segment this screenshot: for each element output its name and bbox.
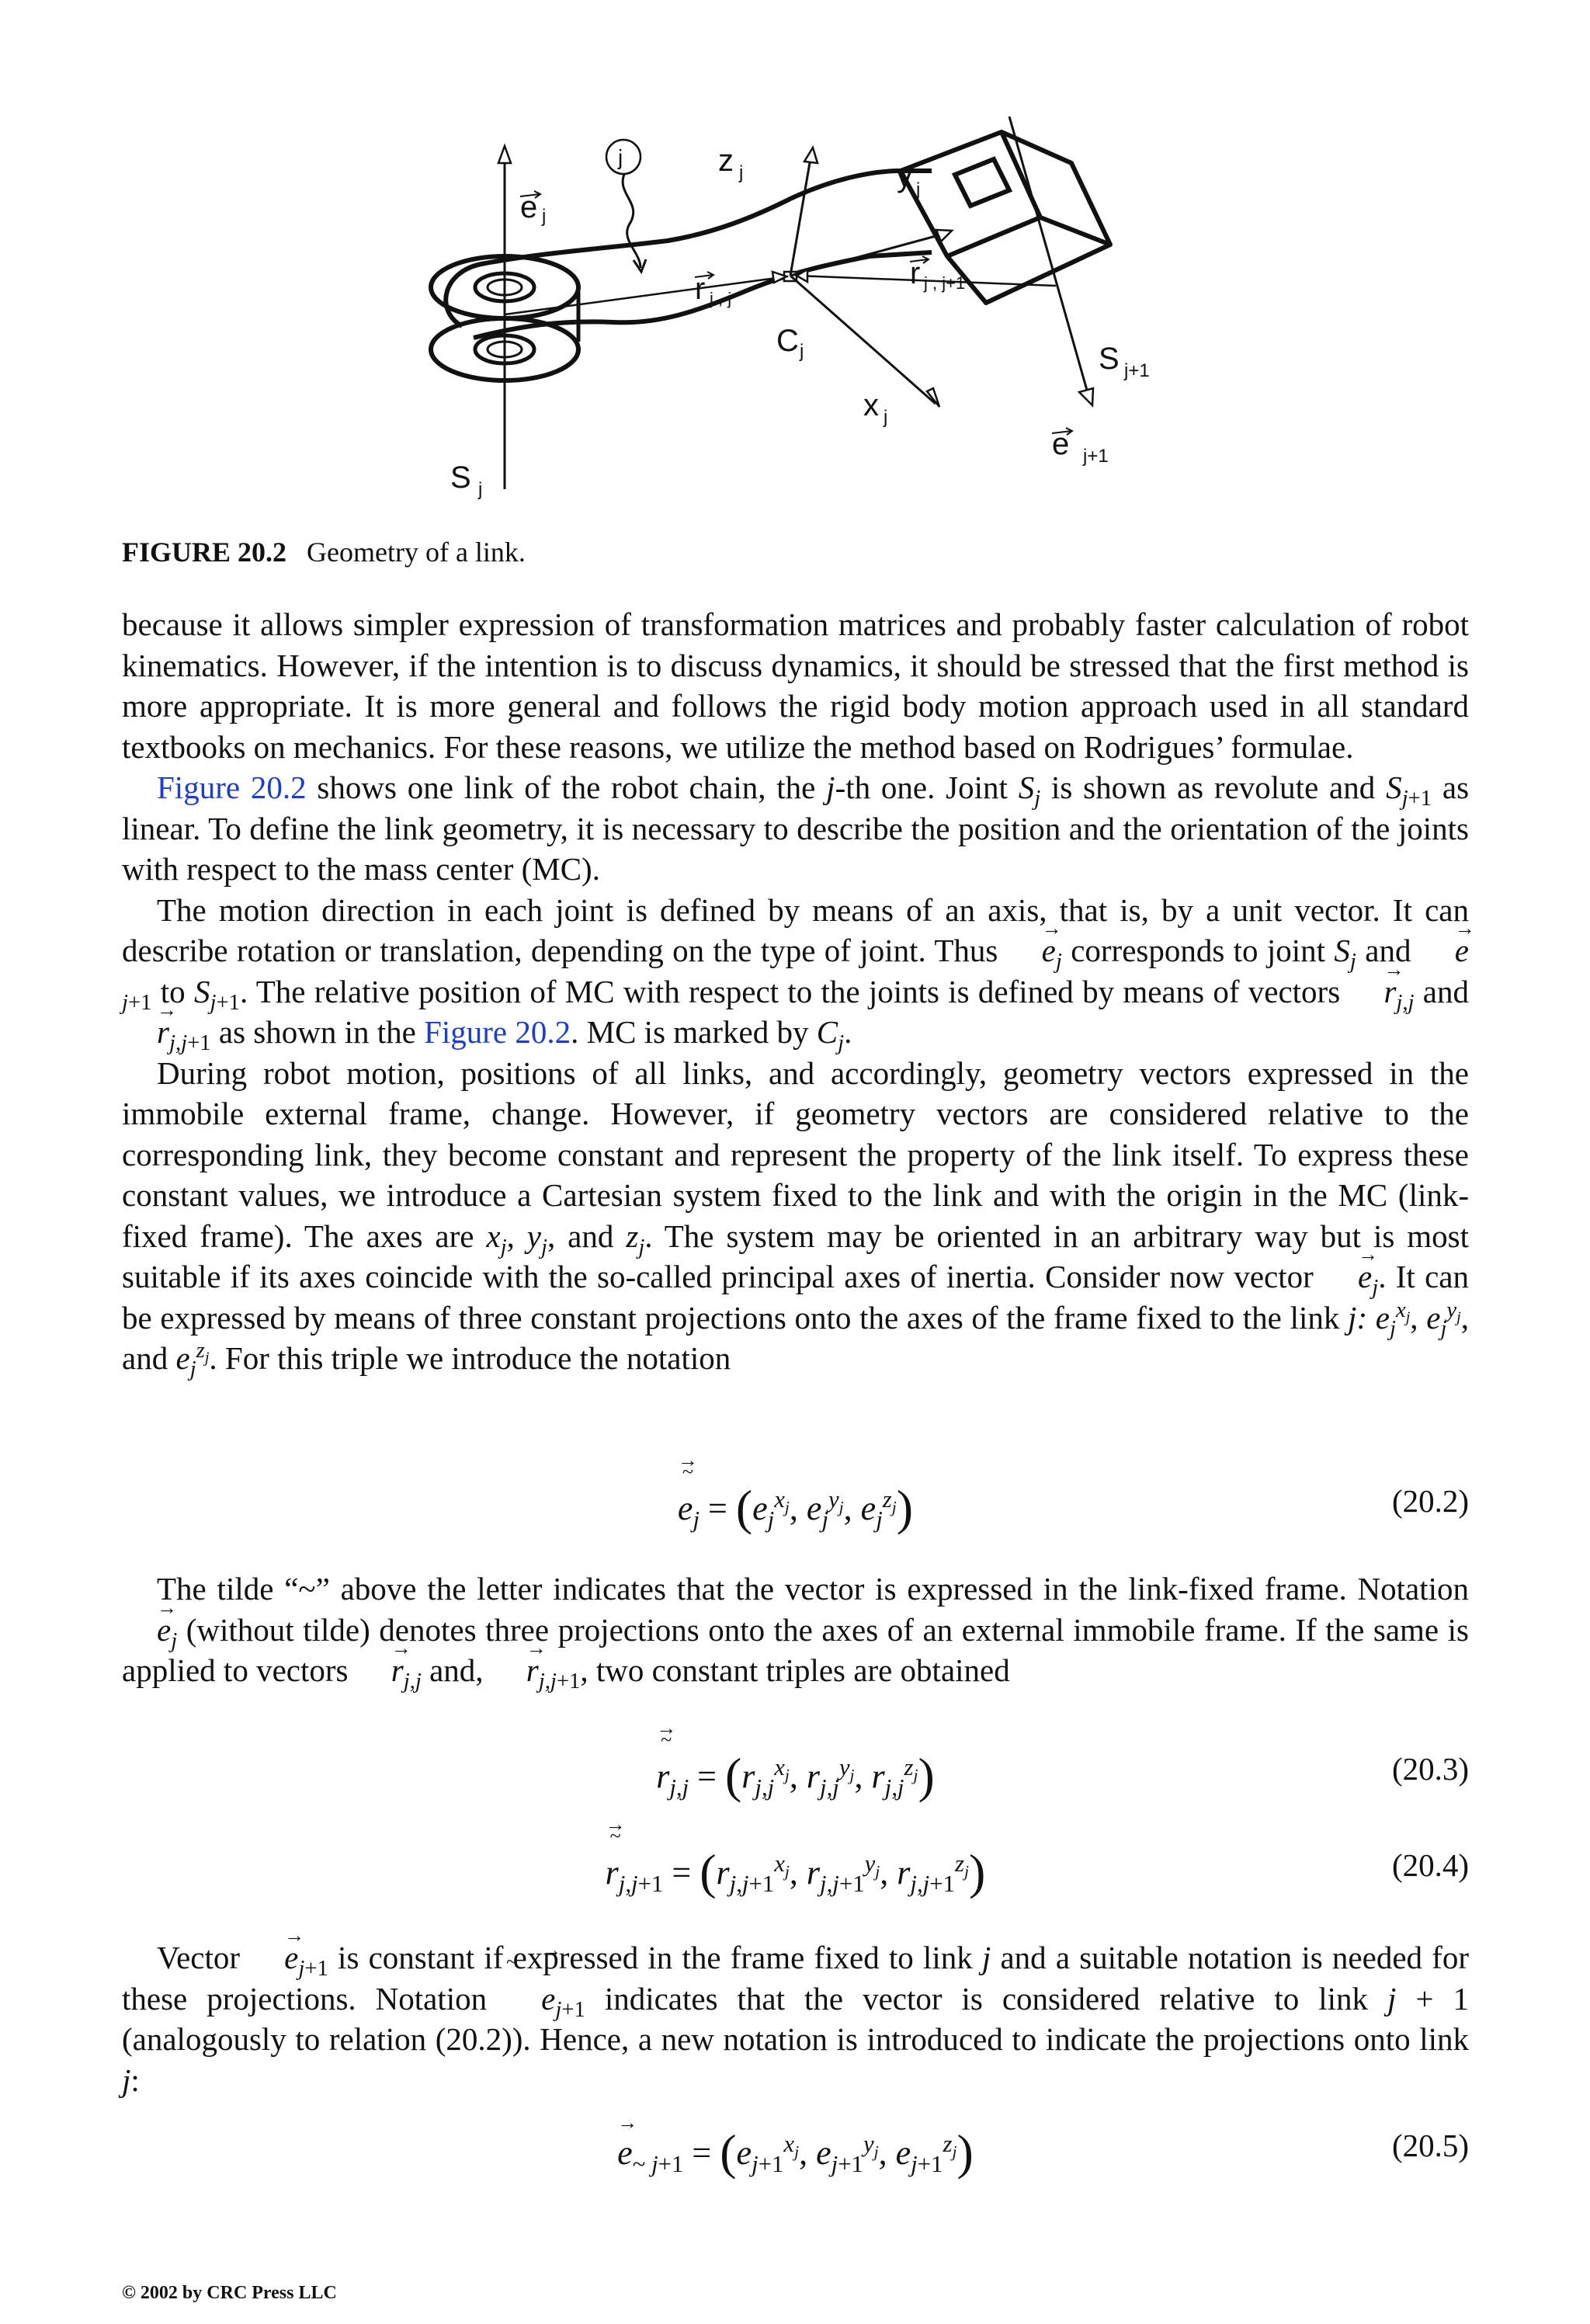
j-circle xyxy=(606,140,641,174)
label-j-circle: j xyxy=(618,145,623,169)
label-xj: x xyxy=(863,388,879,422)
label-rjj: r xyxy=(695,272,706,306)
label-cj-sub: j xyxy=(800,341,804,362)
label-yj-sub: j xyxy=(916,179,921,200)
text-block-3 xyxy=(122,1937,1469,2100)
label-ej: e xyxy=(520,190,538,224)
link-diagram xyxy=(388,116,1242,520)
equation-20-4 xyxy=(122,1843,1469,1898)
label-ej1: e xyxy=(1052,427,1070,461)
figure-link-geometry xyxy=(388,116,1242,520)
axis-xj xyxy=(790,276,936,404)
label-sj: S xyxy=(450,460,471,495)
text-block-1 xyxy=(122,604,1470,1382)
figure-link[interactable]: Figure 20.2 xyxy=(157,769,307,805)
equation-20-2-number: (20.2) xyxy=(1391,1483,1469,1519)
figure-link-2[interactable]: Figure 20.2 xyxy=(424,1014,571,1050)
label-zj: z xyxy=(718,144,734,178)
caption-label: FIGURE 20.2 xyxy=(122,537,287,568)
caption-text: Geometry of a link. xyxy=(307,537,526,568)
paragraph-1: because it allows simpler expression of transformation matrices and probably faster calculation of robot kinematics. However, if the intention is to discuss dynamics, it should be stressed that the first method is more appropriate. It is more general and follows the rigid body motion approach used in all standard textbooks on mechanics. For these reasons, we utilize the method based on Rodrigues’ formulae. xyxy=(122,606,1469,765)
vector-rjj xyxy=(505,276,788,314)
equation-20-5-number: (20.5) xyxy=(1391,2128,1469,2163)
link-body-outline xyxy=(446,171,932,326)
label-yj: y xyxy=(897,159,912,193)
equation-20-5-body: → $e_{\sim j+1} = (e_{j+1}^{x_j}$, $e_{j+1}^{y_j}$, $e_{j+1}^{z_j}$) xyxy=(122,2124,1469,2181)
copyright-footer: © 2002 by CRC Press LLC xyxy=(122,2283,337,2303)
equation-20-3 xyxy=(122,1747,1469,1801)
equation-20-4-number: (20.4) xyxy=(1391,1847,1469,1883)
equation-20-4-body: → ~ $r_{j,j+1} = (r_{j,j+1}^{x_j}$, $r_{j,j+1}^{y_j}$, $r_{j,j+1}^{z_j}$) xyxy=(122,1843,1469,1901)
arrowhead-ej xyxy=(498,146,511,163)
equation-20-5 xyxy=(122,2124,1469,2178)
equation-20-2 xyxy=(122,1479,1469,1534)
arrowhead-zj xyxy=(804,148,818,163)
label-sj-sub: j xyxy=(478,479,483,500)
label-sj1: S xyxy=(1099,342,1120,376)
paragraph-3: The motion direction in each joint is defined by means of an axis, that is, by a unit vector. It can describe rotation or translation, depending on the type of joint. Thus → $e_j$ corresponds to joint $S_j$ and → $e_{j+1}$ to $S_{j+1}$. The relative position of MC with respect to the joints is defined by means of vectors → $r_{j,j}$ and → $r_{j,j+1}$ as shown in the Figure 20.2. MC is marked by $C_j$. xyxy=(122,890,1469,1053)
text-block-2 xyxy=(122,1568,1469,1694)
equation-20-3-body: → ~ $r_{j,j} = (r_{j,j}^{x_j}$, $r_{j,j}^{y_j}$, $r_{j,j}^{z_j}$) xyxy=(122,1747,1469,1805)
label-cj: C xyxy=(776,324,799,358)
paragraph-2: Figure 20.2 shows one link of the robot chain, the j-th one. Joint $S_j$ is shown as revolute and $S_{j+1}$ as linear. To define the link geometry, it is necessary to describe the position and the orientation of the joints with respect to the mass center (MC). xyxy=(122,769,1470,887)
label-ej-sub: j xyxy=(542,206,547,227)
label-xj-sub: j xyxy=(884,407,888,428)
figure-caption xyxy=(122,536,526,568)
box-hole xyxy=(955,159,1009,206)
paragraph-5: The tilde “~” above the letter indicates that the vector is expressed in the link-fixed frame. Notation → $e_j$ (without tilde) denotes three projections onto the axes of an external immobile frame. If the same is applied to vectors → $r_{j,j}$ and, → $r_{j,j+1}$, two constant triples are obtained xyxy=(122,1568,1469,1691)
equation-20-2-body: → ~ $e_j = (e_j^{x_j}$, $e_j^{y_j}$, $e_j^{z_j}$) xyxy=(122,1479,1469,1537)
label-rjj-sub: j , j xyxy=(710,289,732,308)
arrowhead-ej1 xyxy=(1079,388,1093,405)
label-zj-sub: j xyxy=(739,162,744,183)
label-ej1-sub: j+1 xyxy=(1083,446,1109,467)
pointer-j xyxy=(623,171,641,268)
label-rjj1-sub: j , j+1 xyxy=(924,273,966,293)
axis-zj xyxy=(790,154,811,276)
label-sj1-sub: j+1 xyxy=(1124,360,1150,381)
paragraph-6: Vector → $e_{j+1}$ is constant if expressed in the frame fixed to link j and a suitable notation is needed for these projections. Notation → ~ $e_{j+1}$ indicates that the vector is considered relative to link j + 1 (analogously to relation (20.2)). Hence, a new notation is introduced to indicate the projections onto link j: xyxy=(122,1937,1469,2100)
paragraph-4: During robot motion, positions of all links, and accordingly, geometry vectors expressed in the immobile external frame, change. However, if geometry vectors are considered relative to the corresponding link, they become constant and represent the property of the link itself. To express these constant values, we introduce a Cartesian system fixed to the link and with the origin in the MC (link-fixed frame). The axes are $x_j$, $y_j$, and $z_j$. The system may be oriented in an arbitrary way but is most suitable if its axes coincide with the so-called principal axes of inertia. Consider now vector → $e_j$. It can be expressed by means of three constant projections onto the axes of the frame fixed to the link j: $e_j^{x_j}$, $e_j^{y_j}$, and $e_j^{z_j}$. For this triple we introduce the notation xyxy=(122,1053,1469,1379)
label-rjj1: r xyxy=(910,256,921,290)
equation-20-3-number: (20.3) xyxy=(1391,1751,1469,1787)
